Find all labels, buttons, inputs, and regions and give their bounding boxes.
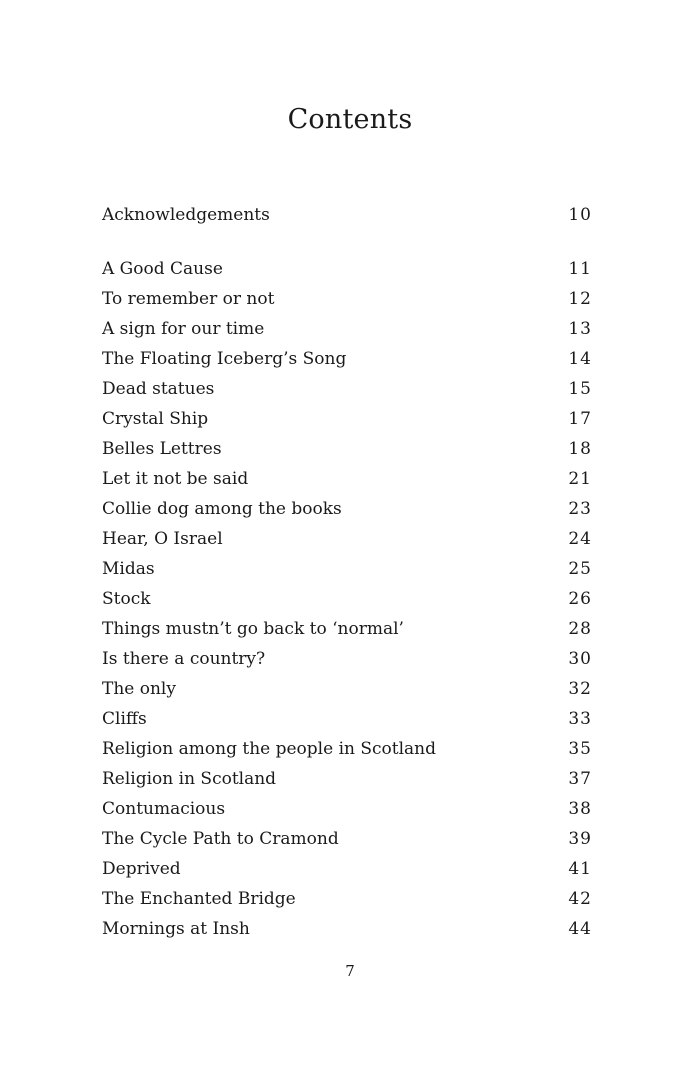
toc-entry[interactable]	[102, 314, 592, 344]
toc-entry-page: 15	[568, 379, 592, 399]
toc-entry[interactable]	[102, 284, 592, 314]
toc-entry-page: 26	[568, 589, 592, 609]
toc-entry[interactable]	[102, 344, 592, 374]
toc-entry-title: Deprived	[102, 859, 181, 879]
toc-entry[interactable]	[102, 554, 592, 584]
toc-entry-page: 23	[568, 499, 592, 519]
table-of-contents	[102, 200, 592, 944]
toc-entry-page: 38	[568, 799, 592, 819]
toc-entry[interactable]	[102, 824, 592, 854]
toc-entry-title: A sign for our time	[102, 319, 265, 339]
toc-entry-title: Is there a country?	[102, 649, 266, 669]
toc-entry[interactable]	[102, 404, 592, 434]
toc-entry[interactable]	[102, 374, 592, 404]
toc-entry-title: Mornings at Insh	[102, 919, 250, 939]
toc-entry[interactable]	[102, 764, 592, 794]
toc-entry-title: Things mustn’t go back to ‘normal’	[102, 619, 404, 639]
toc-entry-page: 37	[568, 769, 592, 789]
toc-entry-title: Let it not be said	[102, 469, 249, 489]
toc-entry-title: Stock	[102, 589, 151, 609]
toc-entry-title: Hear, O Israel	[102, 529, 223, 549]
toc-entry-title: Collie dog among the books	[102, 499, 342, 519]
toc-entry[interactable]	[102, 644, 592, 674]
toc-entry-title: Crystal Ship	[102, 409, 209, 429]
toc-entry-page: 25	[568, 559, 592, 579]
toc-entry-page: 14	[568, 349, 592, 369]
toc-entry-page: 35	[568, 739, 592, 759]
toc-entry[interactable]	[102, 914, 592, 944]
toc-entry[interactable]	[102, 434, 592, 464]
toc-entry-title: The Floating Iceberg’s Song	[102, 349, 347, 369]
toc-entry-list	[102, 254, 592, 944]
toc-entry[interactable]	[102, 734, 592, 764]
toc-entry-page: 24	[568, 529, 592, 549]
toc-entry-title: Cliffs	[102, 709, 147, 729]
toc-entry-title: A Good Cause	[102, 259, 223, 279]
toc-entry-page: 13	[568, 319, 592, 339]
toc-entry[interactable]	[102, 614, 592, 644]
toc-entry-page: 33	[568, 709, 592, 729]
toc-entry-page: 30	[568, 649, 592, 669]
toc-entry-page: 42	[568, 889, 592, 909]
toc-entry-title: The only	[102, 679, 176, 699]
toc-entry-page: 39	[568, 829, 592, 849]
toc-entry-title: Contumacious	[102, 799, 226, 819]
toc-entry-title: Religion among the people in Scotland	[102, 739, 436, 759]
toc-entry-title: The Cycle Path to Cramond	[102, 829, 339, 849]
toc-entry-title: Religion in Scotland	[102, 769, 277, 789]
toc-entry[interactable]	[102, 794, 592, 824]
toc-entry-page: 18	[568, 439, 592, 459]
toc-entry-page: 41	[568, 859, 592, 879]
toc-entry-acknowledgements[interactable]	[102, 200, 592, 230]
toc-entry-title: Acknowledgements	[102, 205, 270, 225]
toc-entry[interactable]	[102, 854, 592, 884]
toc-entry-page: 28	[568, 619, 592, 639]
toc-entry[interactable]	[102, 884, 592, 914]
toc-entry-page: 12	[568, 289, 592, 309]
toc-entry[interactable]	[102, 254, 592, 284]
toc-entry[interactable]	[102, 464, 592, 494]
page-number: 7	[345, 962, 355, 980]
toc-entry[interactable]	[102, 674, 592, 704]
toc-entry[interactable]	[102, 584, 592, 614]
section-gap	[102, 230, 592, 254]
toc-entry-page: 32	[568, 679, 592, 699]
toc-entry[interactable]	[102, 524, 592, 554]
toc-entry-page: 17	[568, 409, 592, 429]
toc-entry-title: Belles Lettres	[102, 439, 222, 459]
toc-entry[interactable]	[102, 704, 592, 734]
toc-entry-title: To remember or not	[102, 289, 275, 309]
toc-entry-page: 10	[568, 205, 592, 225]
toc-entry-title: Dead statues	[102, 379, 215, 399]
toc-entry-page: 44	[568, 919, 592, 939]
toc-entry-page: 21	[568, 469, 592, 489]
toc-entry-title: The Enchanted Bridge	[102, 889, 296, 909]
toc-entry[interactable]	[102, 494, 592, 524]
toc-entry-title: Midas	[102, 559, 155, 579]
toc-entry-page: 11	[568, 259, 592, 279]
page-title: Contents	[287, 104, 413, 135]
